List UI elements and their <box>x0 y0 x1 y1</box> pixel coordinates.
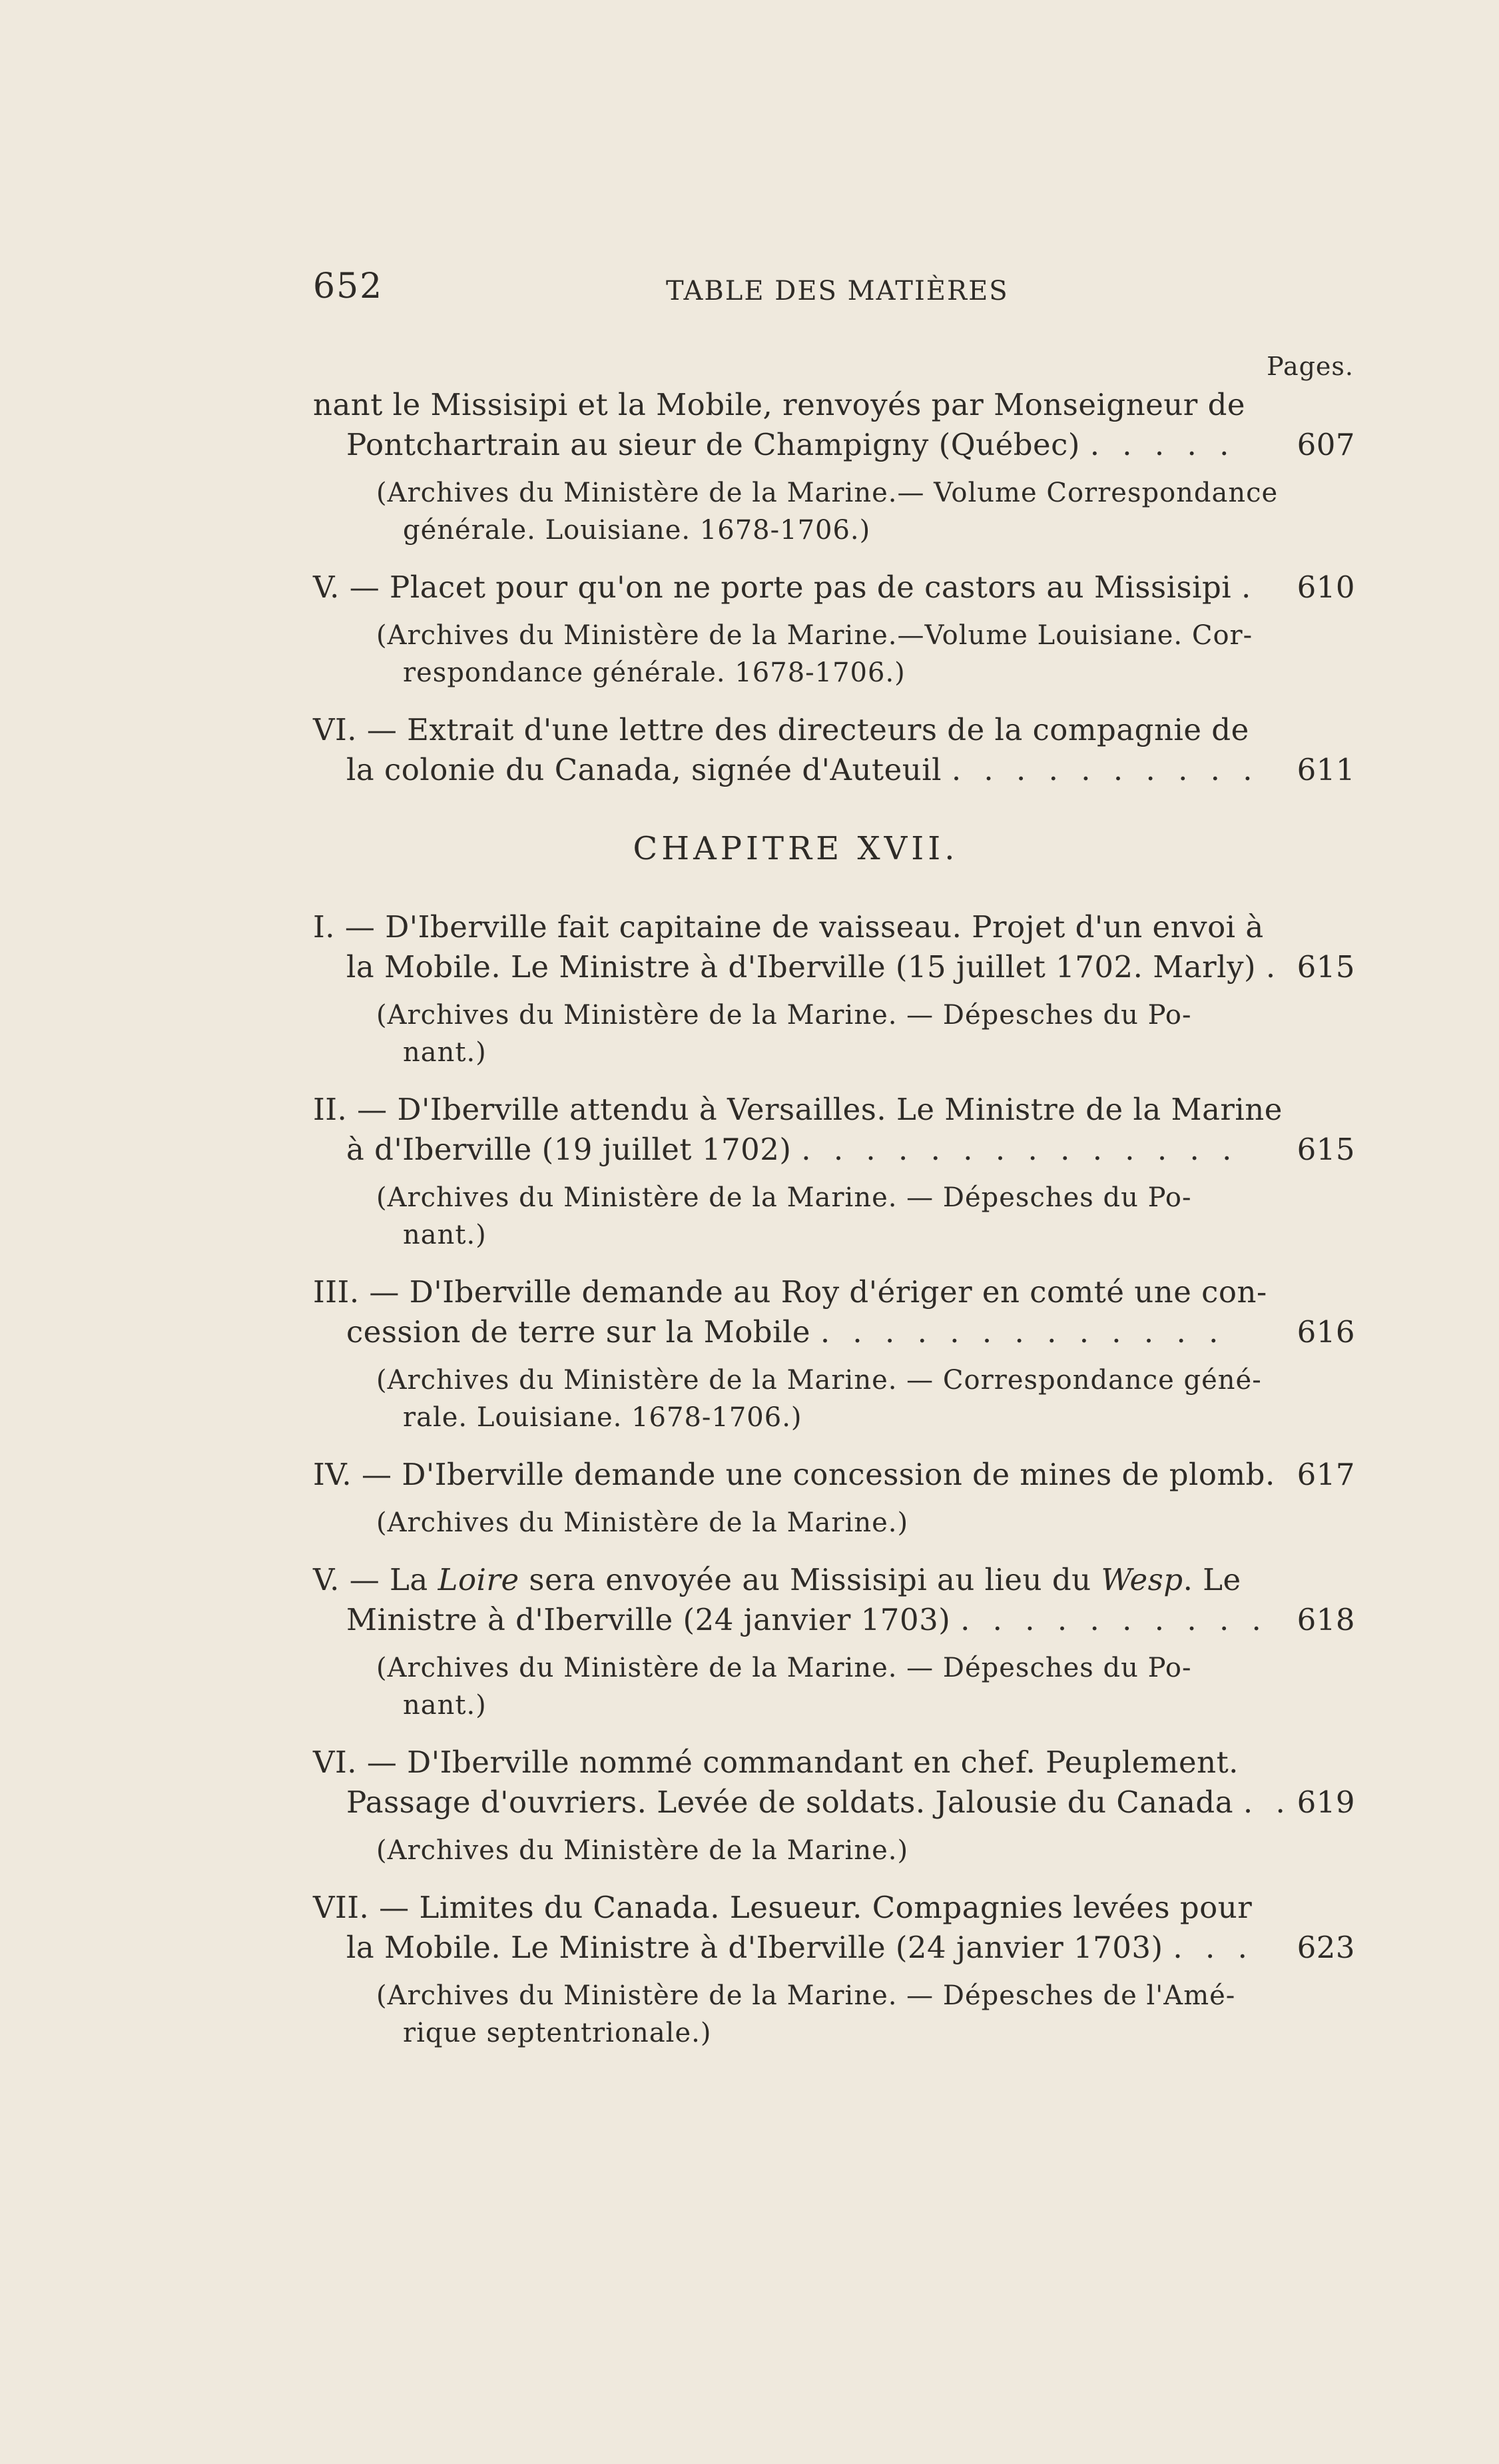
entry-line: Passage d'ouvriers. Levée de soldats. Jalousie du Canada . . <box>346 1785 1292 1820</box>
entry-line: la colonie du Canada, signée d'Auteuil . . . . . . . . . . <box>346 752 1259 787</box>
entry-page-number: 619 <box>1297 1785 1355 1820</box>
dot-leader: . . <box>1243 1785 1292 1820</box>
entry-page-number: 610 <box>1297 570 1355 605</box>
entry-line: nant le Missisipi et la Mobile, renvoyés par Monseigneur de <box>313 387 1246 422</box>
entry-line: I. — D'Iberville fait capitaine de vaisseau. Projet d'un envoi à <box>313 909 1264 945</box>
entry-page-number: 616 <box>1297 1314 1355 1350</box>
toc-entry-i <box>313 907 1355 987</box>
toc-entry-chapter-vi <box>313 1743 1355 1823</box>
archive-reference: (Archives du Ministère de la Marine. — Dépesches du Po- nant.) <box>376 1000 1192 1068</box>
dot-leader: . . . . . <box>1089 427 1236 462</box>
entry-page-number: 623 <box>1297 1930 1355 1965</box>
entry-line: IV. — D'Iberville demande une concession de mines de plomb. <box>313 1457 1275 1492</box>
toc-entry-chapter-v <box>313 1560 1355 1640</box>
pages-column-label: Pages. <box>1267 352 1354 381</box>
archive-reference: (Archives du Ministère de la Marine.) <box>376 1835 909 1866</box>
archive-reference: (Archives du Ministère de la Marine.—Volume Louisiane. Cor- respondance générale. 1678-1706.) <box>376 620 1253 688</box>
archive-reference: (Archives du Ministère de la Marine.— Volume Correspondance générale. Louisiane. 1678-1706.) <box>376 478 1279 546</box>
entry-page-number: 615 <box>1297 949 1355 985</box>
archive-reference: (Archives du Ministère de la Marine. — Dépesches du Po- nant.) <box>376 1182 1192 1250</box>
entry-line: II. — D'Iberville attendu à Versailles. Le Ministre de la Marine <box>313 1092 1283 1127</box>
entry-page-number: 611 <box>1297 752 1355 787</box>
entry-line: VI. — Extrait d'une lettre des directeurs de la compagnie de <box>313 712 1249 747</box>
toc-entry-iii <box>313 1272 1355 1352</box>
page-number: 652 <box>313 266 384 306</box>
entry-line: Pontchartrain au sieur de Champigny (Québec) . . . . . <box>346 427 1236 462</box>
ship-name-wesp: Wesp <box>1101 1562 1183 1597</box>
entry-line: III. — D'Iberville demande au Roy d'ériger en comté une con- <box>313 1274 1267 1310</box>
archive-reference: (Archives du Ministère de la Marine. — Dépesches du Po- nant.) <box>376 1653 1192 1721</box>
entry-page-number: 615 <box>1297 1132 1355 1167</box>
dot-leader: . <box>1265 949 1283 985</box>
entry-line: cession de terre sur la Mobile . . . . . . . . . . . . . <box>346 1314 1225 1350</box>
toc-entry-vi <box>313 710 1355 790</box>
dot-leader: . <box>1241 570 1258 605</box>
toc-entry-iv <box>313 1455 1355 1495</box>
toc-entry-continued <box>313 385 1355 465</box>
entry-line: V. — La Loire sera envoyée au Missisipi au lieu du Wesp. Le <box>313 1562 1241 1597</box>
dot-leader: . . . . . . . . . . . . . <box>820 1314 1225 1350</box>
toc-entry-chapter-vii <box>313 1888 1355 1968</box>
ship-name-loire: Loire <box>438 1562 519 1597</box>
toc-entry-ii <box>313 1090 1355 1170</box>
dot-leader: . . . . . . . . . . <box>960 1602 1268 1637</box>
chapter-heading: CHAPITRE XVII. <box>633 830 959 867</box>
running-title: TABLE DES MATIÈRES <box>666 276 1009 306</box>
archive-reference: (Archives du Ministère de la Marine. — Dépesches de l'Amé- rique septentrionale.) <box>376 1980 1236 2048</box>
entry-line: Ministre à d'Iberville (24 janvier 1703) . . . . . . . . . . <box>346 1602 1268 1637</box>
archive-reference: (Archives du Ministère de la Marine.) <box>376 1507 909 1538</box>
table-of-contents <box>313 385 1355 2070</box>
page-header <box>313 266 1358 313</box>
dot-leader: . . . . . . . . . . . . . . <box>801 1132 1239 1167</box>
toc-entry-v <box>313 568 1355 608</box>
entry-line: VII. — Limites du Canada. Lesueur. Compagnies levées pour <box>313 1890 1253 1925</box>
entry-line: VI. — D'Iberville nommé commandant en chef. Peuplement. <box>313 1745 1239 1780</box>
entry-page-number: 618 <box>1297 1602 1355 1637</box>
entry-line: V. — Placet pour qu'on ne porte pas de castors au Missisipi . <box>313 570 1258 605</box>
entry-page-number: 617 <box>1297 1457 1355 1492</box>
entry-line: la Mobile. Le Ministre à d'Iberville (15 juillet 1702. Marly) . <box>346 949 1283 985</box>
dot-leader: . . . <box>1173 1930 1254 1965</box>
archive-reference: (Archives du Ministère de la Marine. — Correspondance géné- rale. Louisiane. 1678-1706.) <box>376 1365 1262 1433</box>
entry-page-number: 607 <box>1297 427 1355 462</box>
entry-line: à d'Iberville (19 juillet 1702) . . . . . . . . . . . . . . <box>346 1132 1239 1167</box>
entry-line: la Mobile. Le Ministre à d'Iberville (24 janvier 1703) . . . <box>346 1930 1254 1965</box>
dot-leader: . . . . . . . . . . <box>951 752 1259 787</box>
